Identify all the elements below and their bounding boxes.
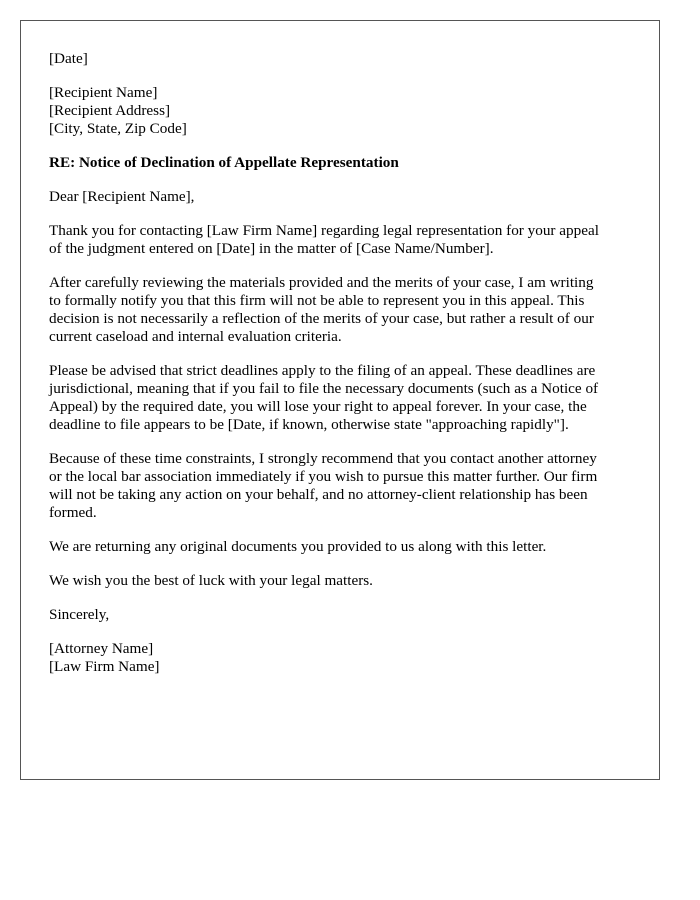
paragraph-line: formed. xyxy=(49,504,97,521)
signature-block xyxy=(49,640,631,676)
paragraph-line: deadline to file appears to be [Date, if known, otherwise state "approaching rapidly"]. xyxy=(49,416,569,433)
closing-text: Sincerely, xyxy=(49,606,110,623)
paragraph-line: decision is not necessarily a reflection of the merits of your case, but rather a result of our xyxy=(49,310,594,327)
letter-page xyxy=(20,20,660,780)
paragraph-line: jurisdictional, meaning that if you fail to file the necessary documents (such as a Notice of xyxy=(49,380,599,397)
paragraph-well-wishes xyxy=(49,572,631,590)
paragraph-declination xyxy=(49,274,631,346)
date-text: [Date] xyxy=(49,50,88,67)
paragraph-line: to formally notify you that this firm will not be able to represent you in this appeal. This xyxy=(49,292,585,309)
paragraph-line: of the judgment entered on [Date] in the matter of [Case Name/Number]. xyxy=(49,240,494,257)
attorney-name: [Attorney Name] xyxy=(49,640,154,657)
recipient-name: [Recipient Name] xyxy=(49,84,158,101)
letter-body xyxy=(49,222,631,590)
paragraph-recommendation xyxy=(49,450,631,522)
paragraph-documents-returned xyxy=(49,538,631,556)
letter-date xyxy=(49,50,631,68)
closing xyxy=(49,606,631,624)
paragraph-line: current caseload and internal evaluation criteria. xyxy=(49,328,342,345)
subject-text: RE: Notice of Declination of Appellate Representation xyxy=(49,154,399,171)
paragraph-line: Because of these time constraints, I strongly recommend that you contact another attorney xyxy=(49,450,597,467)
recipient-block xyxy=(49,84,631,138)
paragraph-line: Please be advised that strict deadlines apply to the filing of an appeal. These deadlines are xyxy=(49,362,596,379)
paragraph-line: or the local bar association immediately if you wish to pursue this matter further. Our firm xyxy=(49,468,598,485)
paragraph-line: will not be taking any action on your behalf, and no attorney-client relationship has been xyxy=(49,486,588,503)
salutation-text: Dear [Recipient Name], xyxy=(49,188,195,205)
subject-line xyxy=(49,154,631,172)
paragraph-line: Appeal) by the required date, you will lose your right to appeal forever. In your case, the xyxy=(49,398,587,415)
salutation xyxy=(49,188,631,206)
paragraph-line: Thank you for contacting [Law Firm Name] regarding legal representation for your appeal xyxy=(49,222,599,239)
paragraph-contact xyxy=(49,222,631,258)
law-firm-name: [Law Firm Name] xyxy=(49,658,160,675)
paragraph-line: We are returning any original documents you provided to us along with this letter. xyxy=(49,538,547,555)
paragraph-deadlines xyxy=(49,362,631,434)
recipient-address: [Recipient Address] xyxy=(49,102,171,119)
recipient-city-state-zip: [City, State, Zip Code] xyxy=(49,120,187,137)
paragraph-line: After carefully reviewing the materials provided and the merits of your case, I am writing xyxy=(49,274,594,291)
paragraph-line: We wish you the best of luck with your legal matters. xyxy=(49,572,373,589)
